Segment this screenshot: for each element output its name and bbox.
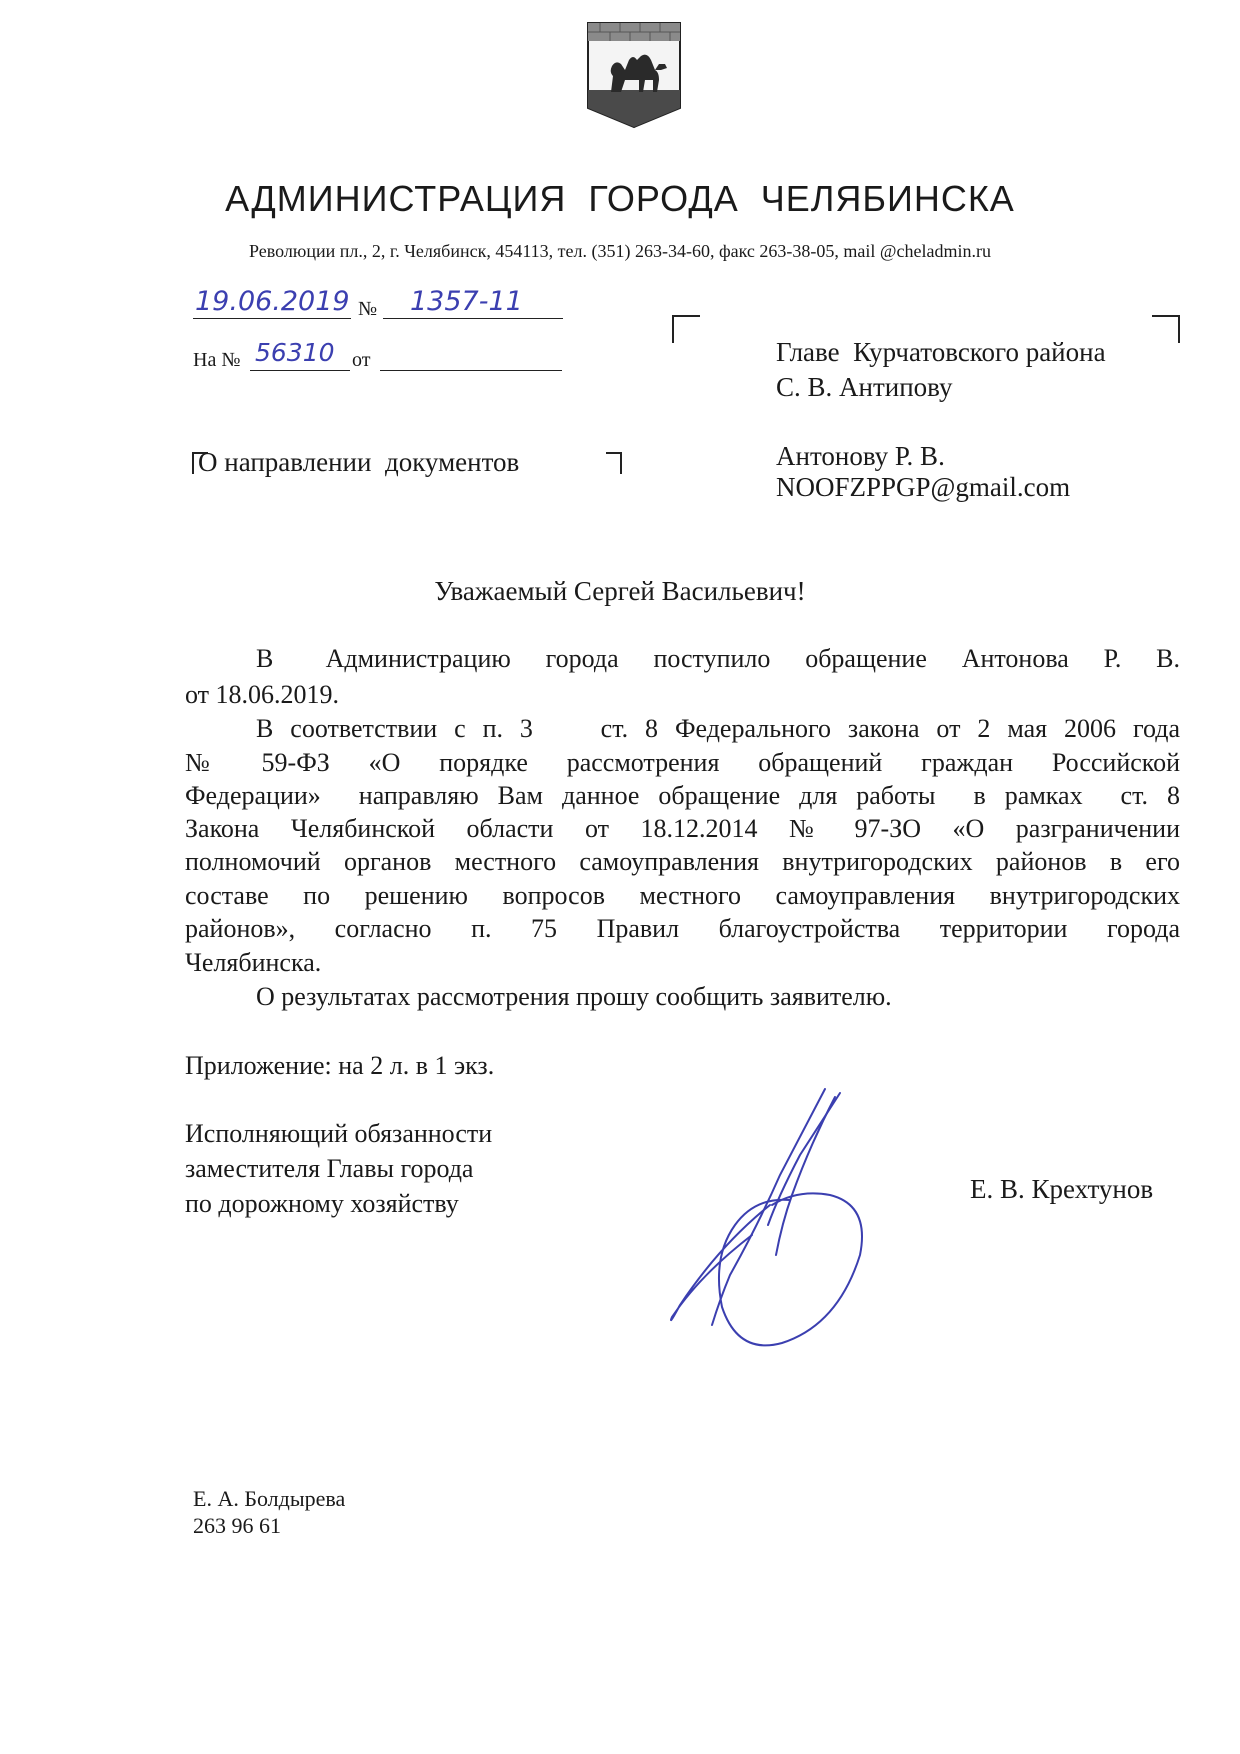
body-p1-line1: В Администрацию города поступило обращение Антонова Р. В. bbox=[256, 644, 1180, 673]
addressee-corner-left bbox=[672, 315, 700, 343]
outgoing-date: 19.06.2019 bbox=[195, 286, 350, 317]
recipient-line-2: С. В. Антипову bbox=[776, 372, 953, 402]
number-label: № bbox=[358, 298, 378, 320]
signer-position-1: Исполняющий обязанности bbox=[185, 1119, 493, 1148]
subject-line: О направлении документов bbox=[198, 447, 520, 477]
body-p2-line4: Закона Челябинской области от 18.12.2014 № 97-ЗО «О разграничении bbox=[185, 814, 1180, 843]
attachment-line: Приложение: на 2 л. в 1 экз. bbox=[185, 1051, 495, 1080]
recipient-line-1: Главе Курчатовского района bbox=[776, 337, 1106, 367]
outgoing-number: 1357-11 bbox=[410, 286, 523, 317]
reference-underline bbox=[250, 370, 350, 371]
chelyabinsk-coat-of-arms-icon bbox=[585, 20, 683, 130]
from-label: от bbox=[352, 349, 371, 371]
date-underline bbox=[193, 318, 351, 319]
executor-name: Е. А. Болдырева bbox=[193, 1486, 346, 1511]
recipient-line-3: Антонову Р. В. bbox=[776, 441, 945, 471]
addressee-corner-right bbox=[1152, 315, 1180, 343]
number-underline bbox=[383, 318, 563, 319]
signer-position-2: заместителя Главы города bbox=[185, 1154, 474, 1183]
signer-position-3: по дорожному хозяйству bbox=[185, 1189, 459, 1218]
handwritten-signature bbox=[660, 1085, 900, 1365]
subject-corner-right bbox=[606, 452, 622, 474]
salutation: Уважаемый Сергей Васильевич! bbox=[434, 576, 806, 606]
organization-title: АДМИНИСТРАЦИЯ ГОРОДА ЧЕЛЯБИНСКА bbox=[225, 178, 1015, 219]
body-p1-line2: от 18.06.2019. bbox=[185, 680, 340, 709]
signer-name: Е. В. Крехтунов bbox=[970, 1174, 1154, 1204]
from-underline bbox=[380, 370, 562, 371]
body-p2-line6: составе по решению вопросов местного самоуправления внутригородских bbox=[185, 881, 1180, 910]
organization-address: Революции пл., 2, г. Челябинск, 454113, тел. (351) 263-34-60, факс 263-38-05, mail @cheladmin.ru bbox=[249, 241, 991, 261]
body-p2-line7: районов», согласно п. 75 Правил благоустройства территории города bbox=[185, 914, 1180, 943]
body-p2-line5: полномочий органов местного самоуправления внутригородских районов в его bbox=[185, 847, 1180, 876]
reference-label: На № bbox=[193, 349, 241, 371]
body-p3: О результатах рассмотрения прошу сообщить заявителю. bbox=[256, 982, 892, 1011]
body-p2-line3: Федерации» направляю Вам данное обращение для работы в рамках ст. 8 bbox=[185, 781, 1180, 810]
body-p2-line8: Челябинска. bbox=[185, 948, 322, 977]
executor-phone: 263 96 61 bbox=[193, 1513, 281, 1538]
reference-number: 56310 bbox=[255, 338, 335, 367]
body-p2-line2: № 59-ФЗ «О порядке рассмотрения обращений граждан Российской bbox=[185, 748, 1180, 777]
recipient-email: NOOFZPPGP@gmail.com bbox=[776, 472, 1071, 502]
body-p2-line1: В соответствии с п. 3 ст. 8 Федерального закона от 2 мая 2006 года bbox=[256, 714, 1180, 743]
